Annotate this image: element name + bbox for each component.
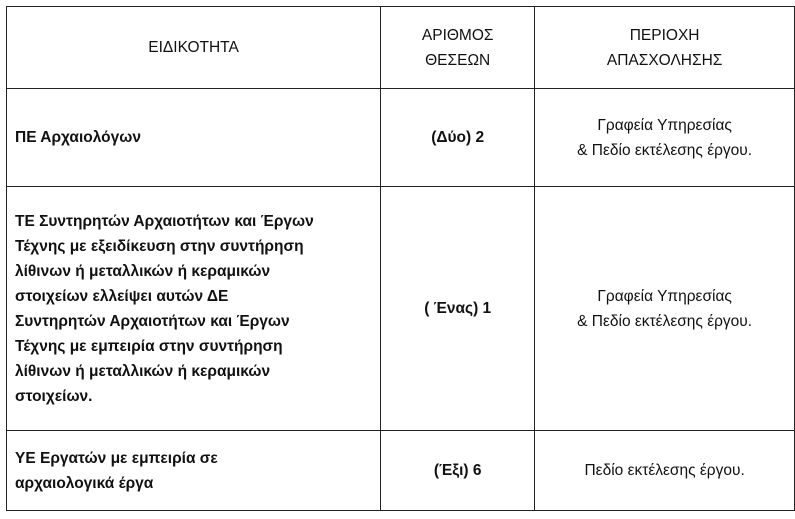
positions-cell: (Έξι) 6 <box>381 431 535 511</box>
specialty-cell: ΥΕ Εργατών με εμπειρία σε αρχαιολογικά έργα <box>7 431 381 511</box>
specialty-cell: ΤΕ Συντηρητών Αρχαιοτήτων και Έργων Τέχνης με εξειδίκευση στην συντήρηση λίθινων ή μεταλλικών ή κεραμικών στοιχείων ελλείψει αυτών ΔΕ Συντηρητών Αρχαιοτήτων και Έργων Τέχνης με εμπειρία στην συντήρηση λίθινων ή μεταλλικών ή κεραμικών στοιχείων. <box>7 187 381 431</box>
area-cell: Πεδίο εκτέλεσης έργου. <box>535 431 795 511</box>
area-cell: Γραφεία Υπηρεσίας & Πεδίο εκτέλεσης έργου. <box>535 187 795 431</box>
header-area: ΠΕΡΙΟΧΗ ΑΠΑΣΧΟΛΗΣΗΣ <box>535 7 795 89</box>
table-row <box>7 187 795 431</box>
area-cell: Γραφεία Υπηρεσίας & Πεδίο εκτέλεσης έργου. <box>535 89 795 187</box>
header-specialty: ΕΙΔΙΚΟΤΗΤΑ <box>7 7 381 89</box>
positions-cell: ( Ένας) 1 <box>381 187 535 431</box>
positions-cell: (Δύο) 2 <box>381 89 535 187</box>
positions-table <box>6 6 795 511</box>
table-row <box>7 89 795 187</box>
table-row <box>7 431 795 511</box>
header-positions: ΑΡΙΘΜΟΣ ΘΕΣΕΩΝ <box>381 7 535 89</box>
specialty-cell: ΠΕ Αρχαιολόγων <box>7 89 381 187</box>
header-row <box>7 7 795 89</box>
